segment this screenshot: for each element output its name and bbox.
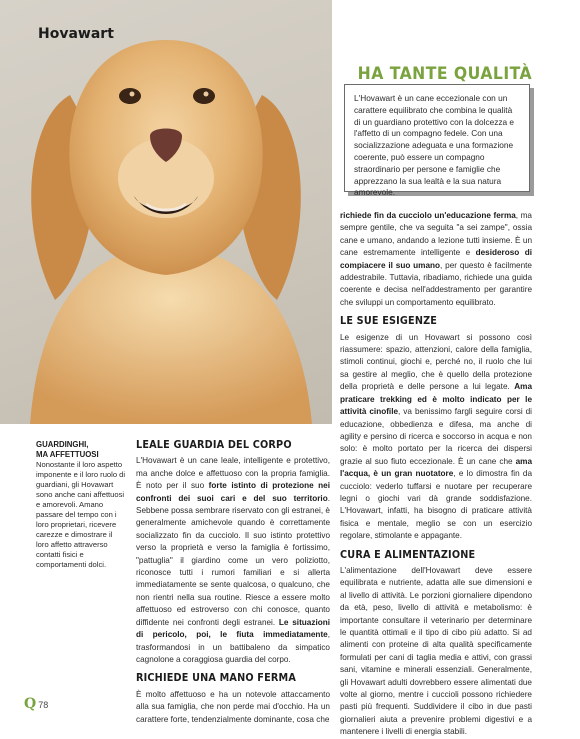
sidebar-body: Nonostante il loro aspetto imponente e il loro ruolo di guardiani, gli Hovawart sono anche cani affettuosi e amorevoli. Amano passare del tempo con i loro proprietari, ricevere carezze e dimostrare il loro affetto attraverso contatti fisici e comportamenti dolci.: [36, 460, 126, 569]
sidebar-title-line1: GUARDINGHI,: [36, 440, 89, 449]
section-heading-mano-ferma: RICHIEDE UNA MANO FERMA: [136, 671, 296, 685]
right-column: [340, 210, 532, 739]
sidebar-title-line2: MA AFFETTUOSI: [36, 450, 99, 459]
golden-dog-illustration: [0, 0, 332, 424]
dog-photo: [0, 0, 332, 424]
feature-body: L'Hovawart è un cane eccezionale con un carattere equilibrato che combina le qualità di un guardiano protettivo con la dolcezza e l'affetto di un compagno fedele. Con una socializzazione adeguata e una formazione coerente, può essere un compagno straordinario per persone e famiglie che apprezzano la sua lealtà e la sua natura amorevole.: [354, 93, 515, 198]
section-heading-cura: CURA E ALIMENTAZIONE: [340, 547, 476, 561]
sidebar-note: [36, 440, 126, 570]
section-heading-esigenze: LE SUE ESIGENZE: [340, 314, 438, 328]
breed-label: Hovawart: [38, 26, 114, 42]
section-paragraph-mano-ferma-continued: richiede fin da cucciolo un'educazione ferma, ma sempre gentile, che va seguita "a sei zampe", ossia cane e umano, andando a lezione tutti insieme. È un cane estremamente intelligente e desideroso di compiacere il suo umano, per questo è facilmente addestrabile. Tuttavia, ribadiamo, richiede una guida coerente e decisa nell'addestramento per garantire che sviluppi un comportamento equilibrato.: [340, 211, 532, 307]
section-heading-guardia: LEALE GUARDIA DEL CORPO: [136, 438, 292, 451]
section-paragraph-esigenze: Le esigenze di un Hovawart si possono così riassumere: spazio, attenzioni, calore della famiglia, stimoli continui, giochi e, perché no, il ruolo che lui sa gestire al meglio, che è quello della protezione della proprietà e delle persone a lui legate. Ama praticare trekking ed è molto indicato per le attività cinofile, va benissimo fargli seguire corsi di educazione, obbedienza e difesa, ma anche di agility e persino di ricerca e soccorso in acqua e non solo: è molto portato per la ricerca dei dispersi grazie al suo fiuto eccezionale. È un cane che ama l'acqua, è un gran nuotatore, e lo dimostra fin da cucciolo: vederlo tuffarsi e nuotare per recuperare legni o giochi vari dà grande soddisfazione. L'Hovawart, infatti, ha bisogno di praticare attività fisica e mentale, meglio se con un esercizio regolare, stimolante e appagante.: [340, 332, 532, 541]
page-number: 78: [38, 700, 49, 710]
section-paragraph-cura: L'alimentazione dell'Hovawart deve essere equilibrata e nutriente, adatta alle sue dimensioni e al livello di attività. Le porzioni giornaliere dipendono da età, peso, livello di attività e metabolismo: è importante consultare il veterinario per determinare le quantità ottimali e il tipo di cibo più adatto. Si ad alimenti con proteine di alta qualità specificamente formulati per cani di taglia media e attivi, con grassi sani, vitamine e minerali essenziali. Generalmente, gli Hovawart adulti dovrebbero essere alimentati due volte al giorno, mentre i cuccioli possono richiedere pasti più frequenti. Suddividere il cibo in due pasti giornalieri aiuta a prevenire problemi digestivi e a mantenere i livelli di energia stabili.: [340, 565, 532, 737]
section-paragraph-guardia: L'Hovawart è un cane leale, intelligente e protettivo, ma anche dolce e affettuoso con la propria famiglia. È noto per il suo forte istinto di protezione nei confronti dei suoi cari e del suo territorio. Sebbene possa sembrare riservato con gli estranei, è generalmente amichevole quando è correttamente socializzato fin da cucciolo. Il suo istinto protettivo verso la proprietà e verso la famiglia è fortissimo, "pattuglia" il giardino come un vero poliziotto, riconosce tutti i rumori familiari e si allerta immediatamente se sente qualcosa, o qualcuno, che non rientri nella sua routine. Riesce a essere molto affettuoso ed estroverso con chi conosce, quanto diffidente nei confronti degli estranei. Le situazioni di pericolo, poi, le fiuta immediatamente, trasformandosi in un battibaleno da simpatico cagnolone a coraggiosa guardia del corpo.: [136, 456, 330, 664]
feature-box: [344, 84, 530, 198]
magazine-logo: Q: [24, 696, 37, 712]
feature-title: HA TANTE QUALITÀ: [354, 64, 536, 84]
middle-column: [136, 433, 330, 726]
section-paragraph-mano-ferma-start: È molto affettuoso e ha un notevole attaccamento alla sua famiglia, che non perde mai d'occhio. Ha un carattere forte, tendenzialmente dominante, cosa che: [136, 689, 330, 724]
page-footer: [24, 696, 48, 712]
